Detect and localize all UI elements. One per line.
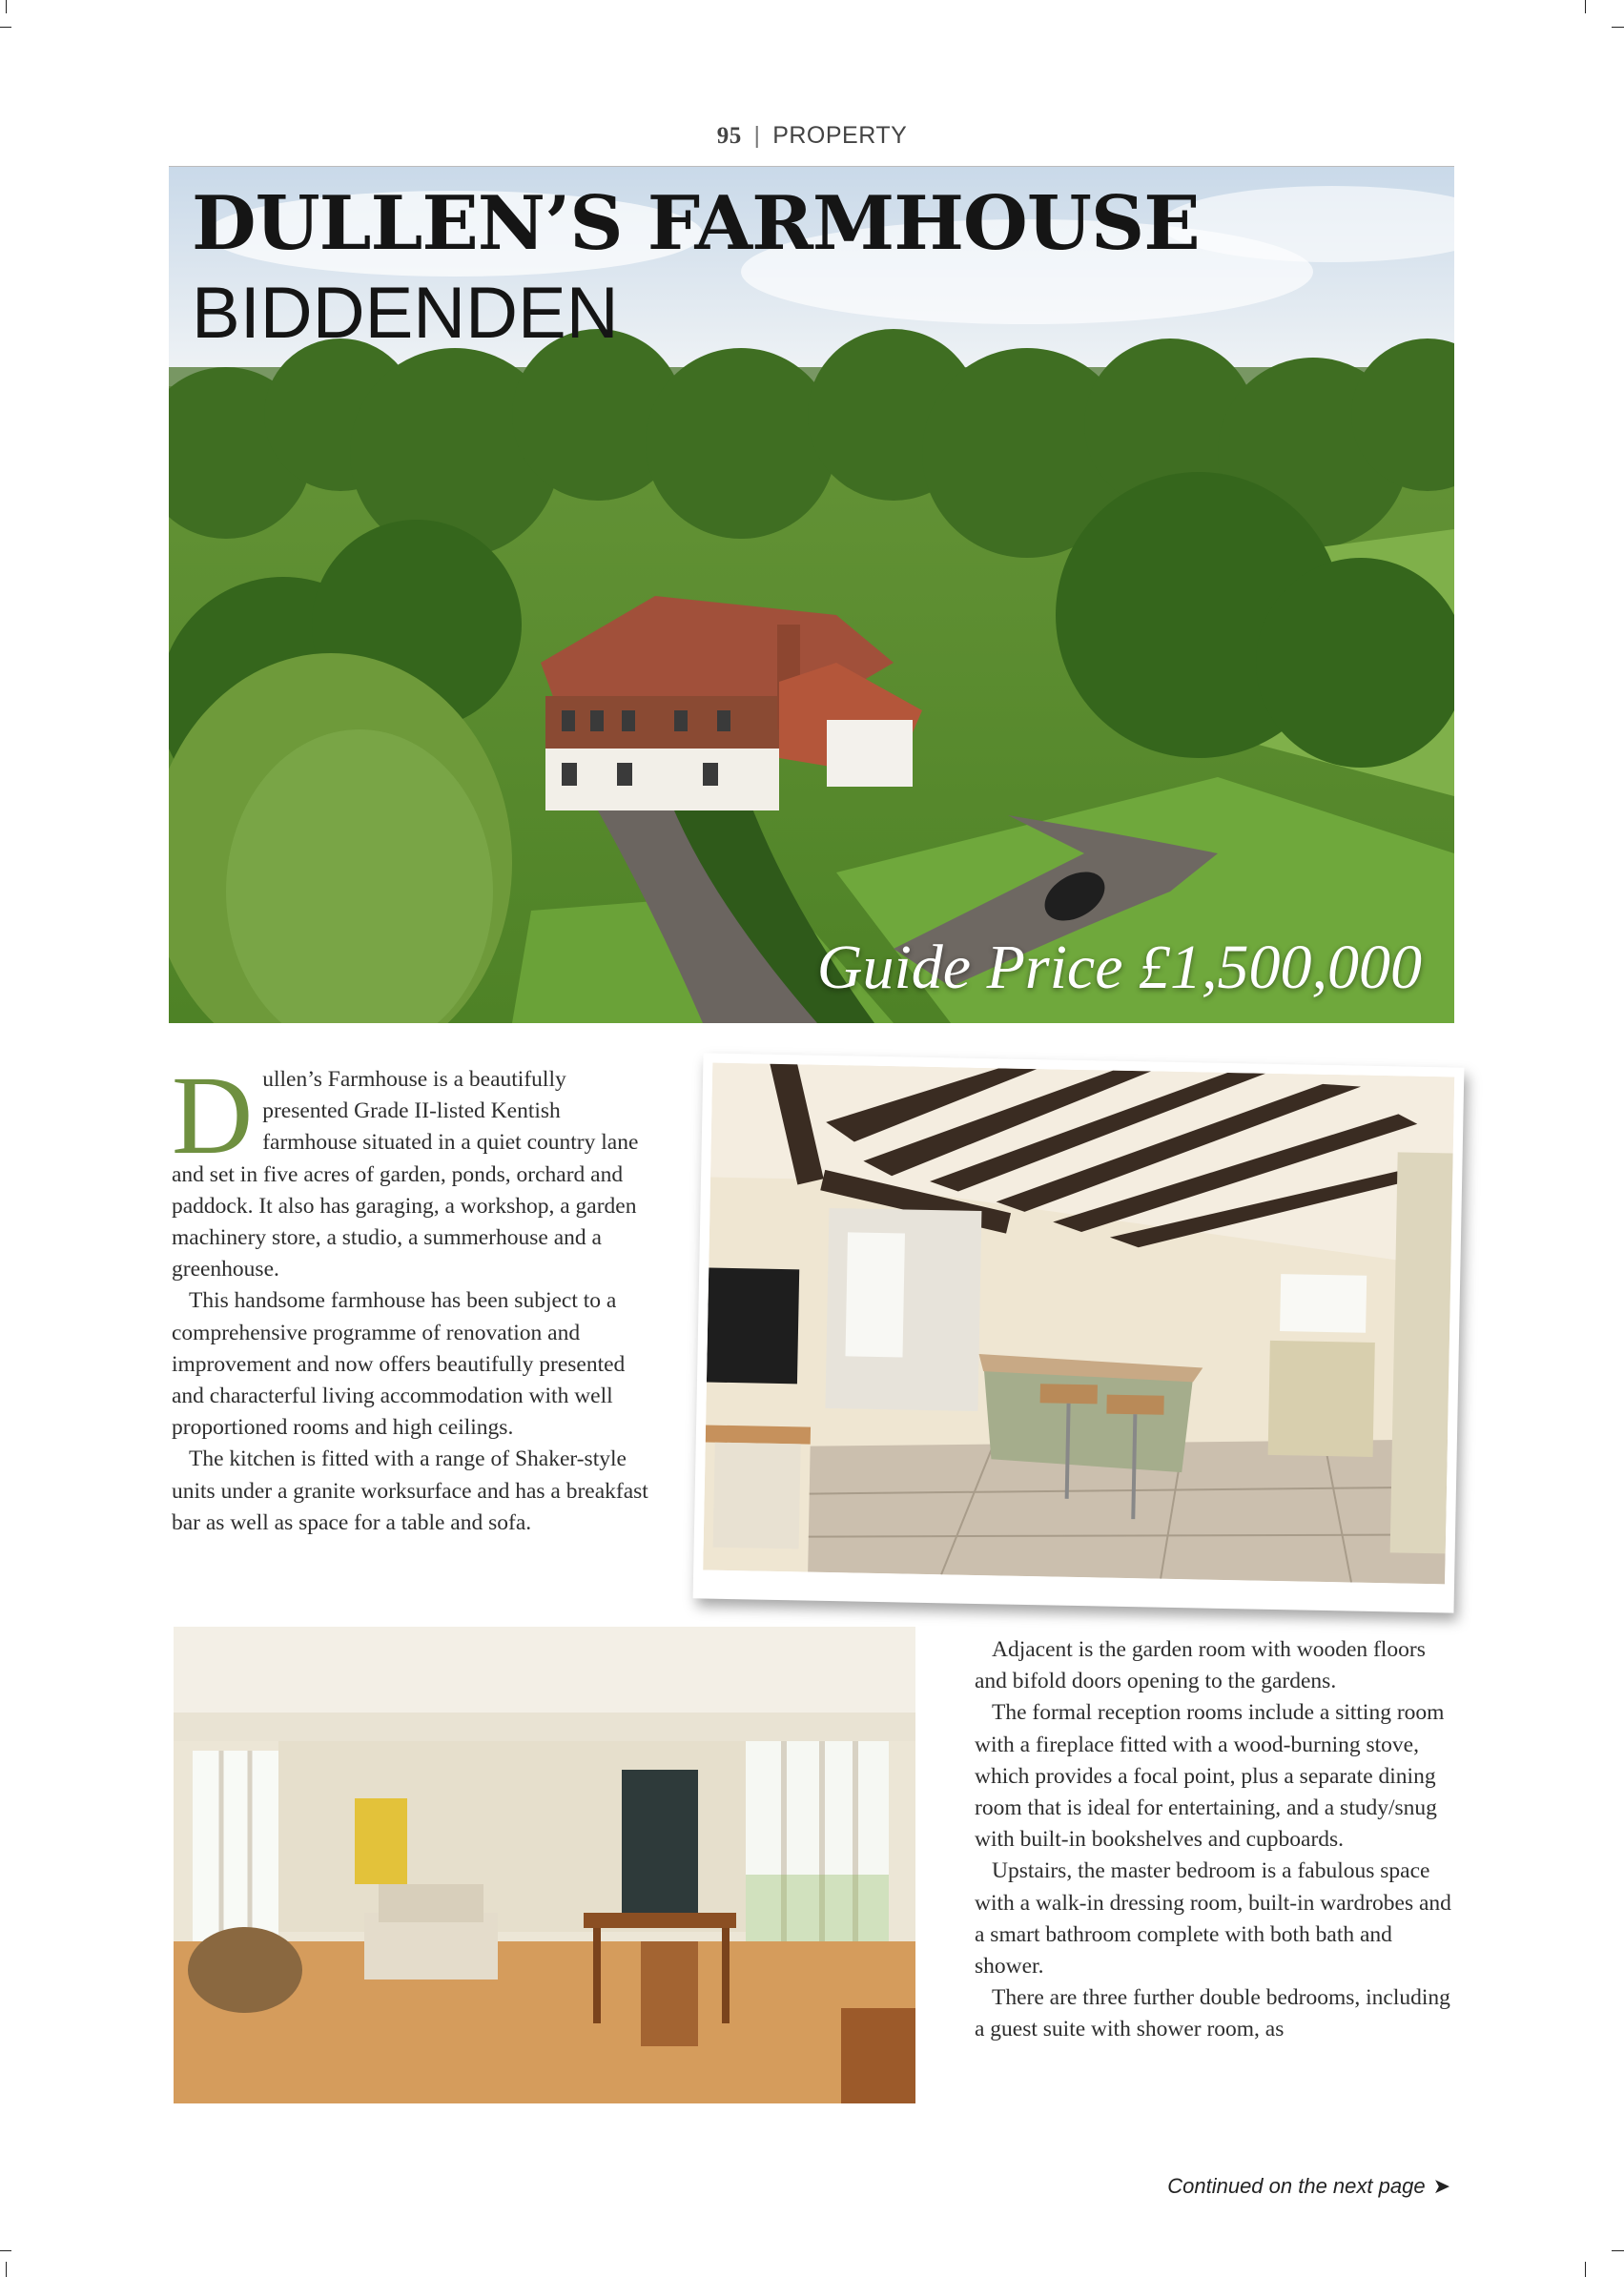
crop-mark-top-left-h: [0, 27, 11, 28]
guide-price: Guide Price £1,500,000: [816, 933, 1422, 1002]
living-room-photo: [174, 1627, 915, 2103]
page-number: 95: [716, 123, 742, 149]
crop-mark-top-left: [6, 0, 7, 13]
paragraph-3: The kitchen is fitted with a range of Shaker-style units under a granite worksurface and has a breakfast bar as well as space for a table and sofa.: [172, 1446, 648, 1535]
continued-note: [1167, 2174, 1450, 2199]
paragraph-1-text: ullen’s Farmhouse is a beautifully presented Grade II-listed Kentish farmhouse situated in a quiet country lane and set in five acres of garden, ponds, orchard and paddock. It also has garaging, a workshop, a garden machinery store, a studio, a summerhouse and a greenhouse.: [172, 1067, 639, 1282]
continued-text: Continued on the next page: [1167, 2174, 1426, 2198]
hero-photo: [169, 167, 1454, 1023]
section-label: PROPERTY: [772, 122, 908, 149]
crop-mark-bottom-right-h: [1612, 2250, 1624, 2251]
article-column-right: [975, 1634, 1455, 2046]
crop-mark-top-right: [1585, 0, 1586, 13]
paragraph-4: Adjacent is the garden room with wooden floors and bifold doors opening to the gardens.: [975, 1637, 1426, 1694]
header-separator: |: [753, 122, 761, 149]
paragraph-5: The formal reception rooms include a sitting room with a fireplace fitted with a wood-burning stove, which provides a focal point, plus a separate dining room that is ideal for entertaining, and a study/snug with built-in bookshelves and cupboards.: [975, 1700, 1445, 1853]
paragraph-1: [172, 1053, 648, 1285]
crop-mark-bottom-right: [1585, 2262, 1586, 2277]
property-location: BIDDENDEN: [192, 273, 619, 354]
property-title: DULLEN’S FARMHOUSE: [192, 180, 1200, 267]
living-room-image: [174, 1627, 915, 2103]
crop-mark-bottom-left: [6, 2262, 7, 2277]
article-column-left: [172, 1053, 648, 1539]
running-header: [0, 122, 1624, 150]
crop-mark-top-right-h: [1612, 27, 1624, 28]
paragraph-7: There are three further double bedrooms, including a guest suite with shower room, as: [975, 1985, 1450, 2042]
crop-mark-bottom-left-h: [0, 2250, 11, 2251]
kitchen-photo: [693, 1053, 1465, 1612]
paragraph-2: This handsome farmhouse has been subject to a comprehensive programme of renovation and improvement and now offers beautifully presented and characterful living accommodation with well proportioned rooms and high ceilings.: [172, 1288, 626, 1441]
paragraph-6: Upstairs, the master bedroom is a fabulous space with a walk-in dressing room, built-in wardrobes and a smart bathroom complete with both bath and shower.: [975, 1858, 1451, 1980]
arrow-right-icon: ➤: [1432, 2174, 1450, 2198]
kitchen-image: [703, 1063, 1454, 1585]
drop-cap: D: [172, 1053, 254, 1178]
